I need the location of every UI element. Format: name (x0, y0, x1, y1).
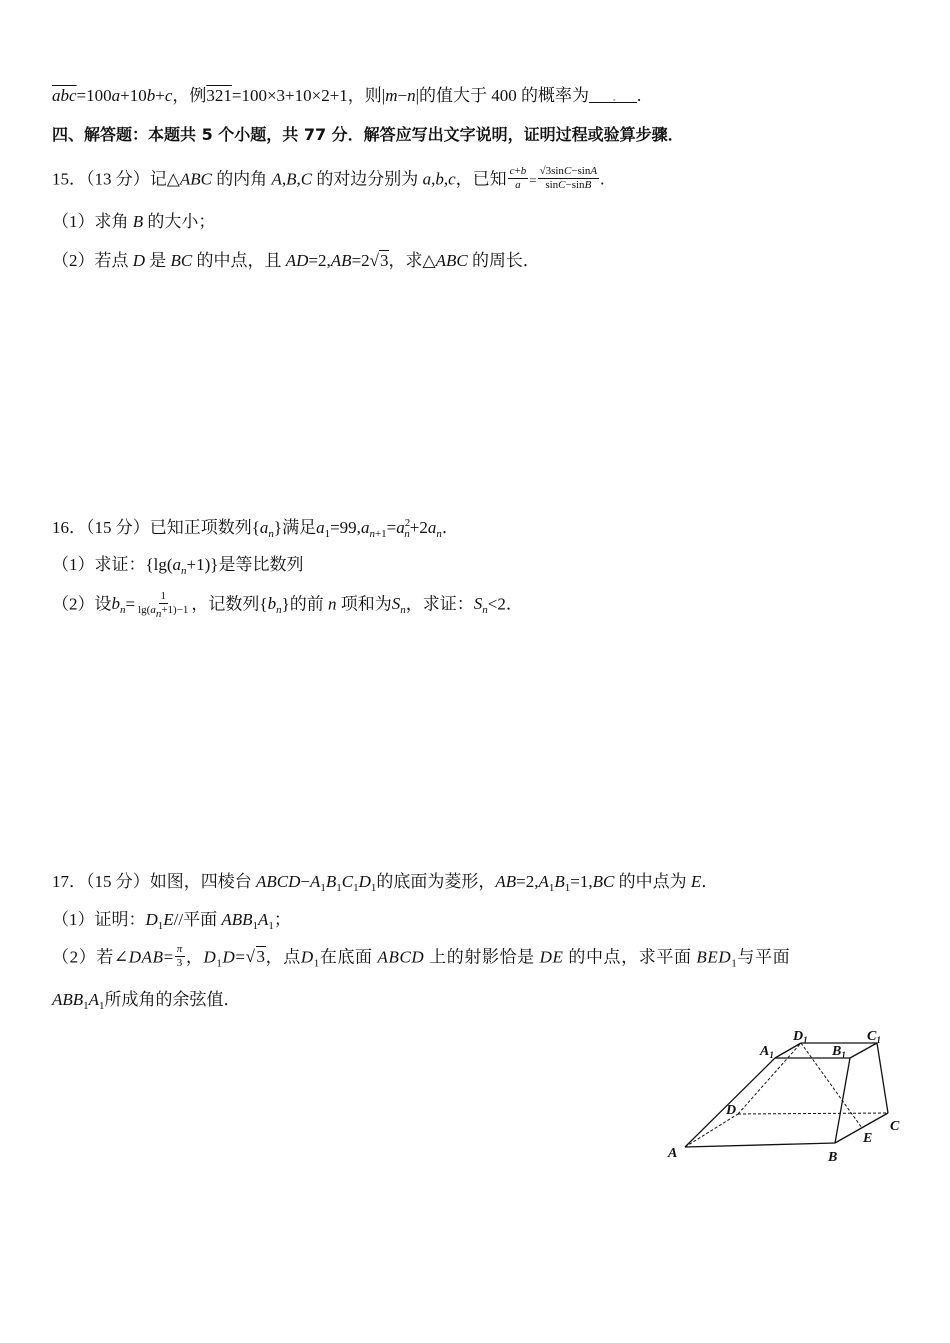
q15-stem: 15．（13 分）记△ABC 的内角 A,B,C 的对边分别为 a,b,c，已知 $\frac{c+b}{a}$ = $\frac{√3\sin C-\sin A}{\sin C-\sin B}$ . (52, 165, 605, 191)
overline-abc: $\overline{abc}$ (52, 86, 77, 105)
label-B1: $B_1$ (832, 1044, 846, 1060)
overline-321: 321 (206, 86, 232, 105)
answer-blank[interactable]: ▪ (589, 86, 637, 103)
q14-text-2: =100×3+10×2+1，则|m−n|的值大于 400 的概率为 (231, 86, 589, 105)
pi-over-3: $\frac{\pi}{3}$ (176, 943, 183, 969)
frustum-figure (660, 1020, 910, 1170)
label-C: C (890, 1119, 900, 1134)
q14-text-1: =100a+10b+c，例 (76, 86, 207, 105)
label-D: D (726, 1103, 737, 1118)
q15-part2: （2）若点 D 是 BC 的中点，且 AD=2,AB=2√3，求△ABC 的周长． (52, 251, 540, 270)
q15-stem-text: 记△ABC 的内角 A,B,C 的对边分别为 a,b,c，已知 (149, 169, 507, 189)
q16-stem-text: 已知正项数列$\{a_n\}$满足$a_1=99,a_{n+1}=a^2_n+2a_n$． (149, 517, 459, 540)
q14-end: . (637, 86, 642, 105)
label-D1: $D_1$ (793, 1029, 808, 1045)
q16-fraction: $\frac{1}{\lg(a_n+1)-1}$ (138, 590, 189, 620)
q15-points: （13 分） (86, 169, 150, 189)
q14-tail-line (52, 84, 641, 108)
q17-stem (52, 870, 718, 894)
equals: = (529, 172, 537, 188)
q17-number: 17． (52, 872, 86, 891)
label-E: E (863, 1131, 873, 1146)
section-heading: 四、解答题：本题共 5 个小题，共 77 分．解答应写出文字说明，证明过程或验算步骤． (52, 125, 684, 144)
q16-part2: （2）设$b_n=$ $\frac{1}{\lg(a_n+1)-1}$ ，记数列$\{b_n\}$的前 n 项和为$S_n$，求证：$S_n<2$． (52, 590, 523, 620)
q16-number: 16． (52, 518, 86, 537)
q17-part2-cont: $ABB_1A_1$所成角的余弦值． (52, 990, 241, 1012)
label-C1: $C_1$ (867, 1029, 881, 1045)
q17-points: （15 分） (86, 872, 150, 891)
q15-part1: （1）求角 B 的大小； (52, 212, 216, 231)
q15-rhs-fraction: $\frac{√3\sin C-\sin A}{\sin C-\sin B}$ (539, 165, 598, 191)
q17-stem-text: 如图，四棱台 $ABCD-A_1B_1C_1D_1$的底面为菱形，$AB=2,A_1B_1=1,BC$ 的中点为 E． (149, 872, 719, 894)
q16-points: （15 分） (86, 518, 150, 537)
q16-part1: （1）求证：$\{\lg(a_n+1)\}$是等比数列 (52, 555, 304, 577)
label-B: B (828, 1150, 838, 1165)
q17-part2: （2）若∠DAB= $\frac{\pi}{3}$ ，$D_1D=√3$，点$D_1$在底面 ABCD 上的射影恰是 DE 的中点，求平面 $BED_1$与平面 (52, 943, 791, 970)
q17-part1: （1）证明：$D_1E//$平面 $ABB_1A_1$； (52, 910, 291, 932)
label-A1: $A_1$ (760, 1044, 774, 1060)
q15-lhs-fraction: $\frac{c+b}{a}$ (509, 165, 527, 191)
q15-number: 15． (52, 169, 86, 189)
q16-stem (52, 516, 459, 540)
label-A: A (668, 1146, 678, 1161)
